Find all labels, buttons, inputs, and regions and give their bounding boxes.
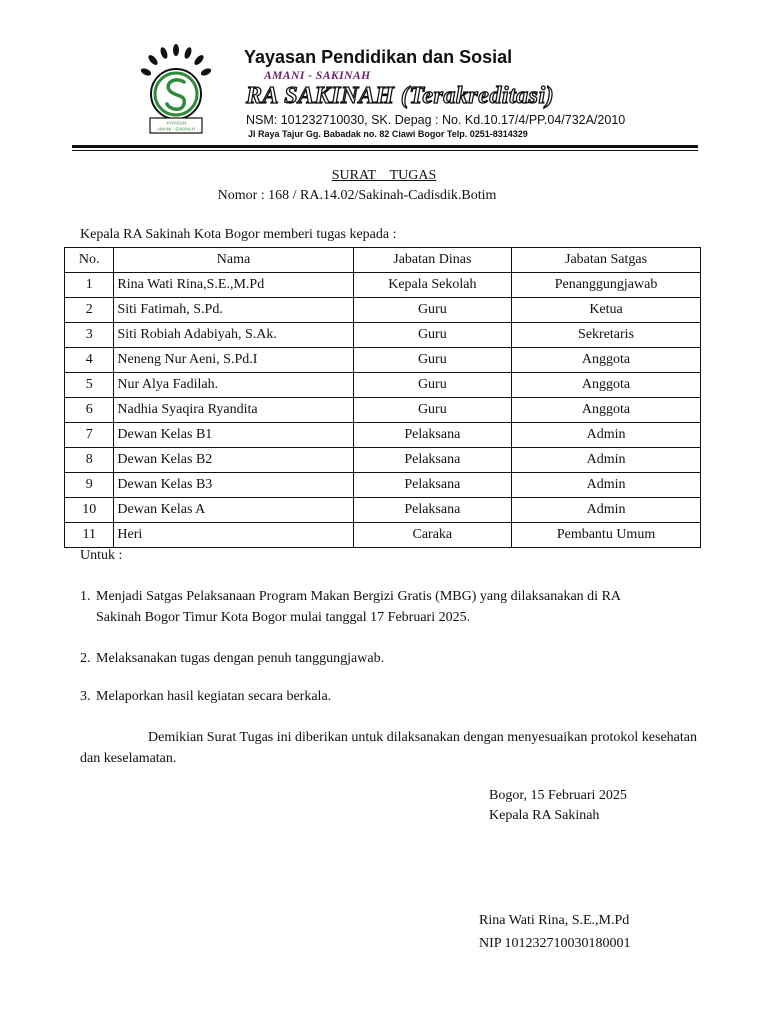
cell-jabatan-dinas: Kepala Sekolah	[353, 273, 511, 298]
table-row	[65, 398, 701, 423]
signature-nip: NIP 101232710030180001	[479, 936, 631, 951]
cell-jabatan-satgas: Admin	[512, 498, 701, 523]
cell-name: Nadhia Syaqira Ryandita	[114, 398, 353, 423]
cell-no: 5	[65, 373, 114, 398]
header-jabatan-dinas: Jabatan Dinas	[353, 248, 511, 273]
document-title: SURAT TUGAS	[331, 168, 437, 183]
cell-name: Dewan Kelas B1	[114, 423, 353, 448]
document-number: Nomor : 168 / RA.14.02/Sakinah-Cadisdik.Botim	[217, 188, 497, 203]
organization-name: Yayasan Pendidikan dan Sosial	[244, 47, 513, 67]
table-row	[65, 373, 701, 398]
cell-jabatan-satgas: Anggota	[512, 373, 701, 398]
cell-jabatan-satgas: Ketua	[512, 298, 701, 323]
cell-jabatan-satgas: Admin	[512, 448, 701, 473]
cell-jabatan-satgas: Admin	[512, 423, 701, 448]
cell-no: 2	[65, 298, 114, 323]
cell-jabatan-dinas: Pelaksana	[353, 423, 511, 448]
cell-jabatan-satgas: Sekretaris	[512, 323, 701, 348]
cell-no: 7	[65, 423, 114, 448]
cell-name: Siti Robiah Adabiyah, S.Ak.	[114, 323, 353, 348]
cell-no: 3	[65, 323, 114, 348]
signature-place-date: Bogor, 15 Februari 2025	[489, 788, 627, 803]
header-jabatan-satgas: Jabatan Satgas	[512, 248, 701, 273]
task-text: Melaporkan hasil kegiatan secara berkala.	[96, 689, 332, 704]
logo-text-bottom: AMANI - SAKINAH	[156, 126, 196, 132]
table-row	[65, 473, 701, 498]
signature-position: Kepala RA Sakinah	[489, 808, 600, 823]
task-text: Melaksanakan tugas dengan penuh tanggungjawab.	[96, 651, 385, 666]
task-point-3	[80, 686, 700, 707]
cell-no: 8	[65, 448, 114, 473]
closing-paragraph: Demikian Surat Tugas ini diberikan untuk dilaksanakan dengan menyesuaikan protokol kesehatan dan keselamatan.	[80, 730, 697, 766]
assignment-table	[64, 247, 701, 548]
address: Jl Raya Tajur Gg. Babadak no. 82 Ciawi Bogor Telp. 0251-8314329	[248, 129, 528, 139]
letterhead-rule-thick	[72, 145, 698, 148]
table-row	[65, 523, 701, 548]
task-text: Menjadi Satgas Pelaksanaan Program Makan Bergizi Gratis (MBG) yang dilaksanakan di RA	[96, 589, 622, 604]
cell-jabatan-satgas: Penanggungjawab	[512, 273, 701, 298]
cell-jabatan-dinas: Guru	[353, 373, 511, 398]
letterhead-rule-thin	[72, 150, 698, 151]
cell-jabatan-dinas: Guru	[353, 398, 511, 423]
cell-no: 6	[65, 398, 114, 423]
logo-text-top: YAYASAN	[165, 120, 187, 126]
task-number: 2.	[80, 651, 91, 666]
cell-name: Nur Alya Fadilah.	[114, 373, 353, 398]
document-title-wrap	[0, 168, 768, 184]
cell-no: 1	[65, 273, 114, 298]
table-row	[65, 423, 701, 448]
table-row	[65, 498, 701, 523]
cell-jabatan-satgas: Pembantu Umum	[512, 523, 701, 548]
task-point-2	[80, 648, 700, 669]
cell-jabatan-dinas: Pelaksana	[353, 448, 511, 473]
cell-name: Dewan Kelas B2	[114, 448, 353, 473]
cell-jabatan-satgas: Admin	[512, 473, 701, 498]
cell-name: Dewan Kelas A	[114, 498, 353, 523]
registration-number: NSM: 101232710030, SK. Depag : No. Kd.10.17/4/PP.04/732A/2010	[246, 113, 626, 127]
table-row	[65, 273, 701, 298]
signature-name: Rina Wati Rina, S.E.,M.Pd	[479, 913, 630, 928]
cell-jabatan-dinas: Guru	[353, 298, 511, 323]
table-row	[65, 323, 701, 348]
table-row	[65, 448, 701, 473]
cell-jabatan-dinas: Guru	[353, 323, 511, 348]
cell-no: 9	[65, 473, 114, 498]
intro-text: Kepala RA Sakinah Kota Bogor memberi tugas kepada :	[80, 227, 397, 242]
cell-name: Heri	[114, 523, 353, 548]
cell-jabatan-dinas: Guru	[353, 348, 511, 373]
cell-name: Neneng Nur Aeni, S.Pd.I	[114, 348, 353, 373]
cell-jabatan-dinas: Caraka	[353, 523, 511, 548]
cell-jabatan-dinas: Pelaksana	[353, 473, 511, 498]
header-no: No.	[65, 248, 114, 273]
cell-jabatan-dinas: Pelaksana	[353, 498, 511, 523]
task-point-1	[80, 586, 700, 628]
cell-no: 10	[65, 498, 114, 523]
table-row	[65, 298, 701, 323]
task-number: 1.	[80, 589, 91, 604]
cell-no: 4	[65, 348, 114, 373]
header-name: Nama	[114, 248, 353, 273]
table-header-row	[65, 248, 701, 273]
letterhead	[0, 0, 768, 160]
cell-no: 11	[65, 523, 114, 548]
table-row	[65, 348, 701, 373]
school-name: RA SAKINAH (Terakreditasi)	[246, 83, 555, 109]
untuk-label: Untuk :	[80, 548, 123, 563]
cell-name: Dewan Kelas B3	[114, 473, 353, 498]
cell-name: Siti Fatimah, S.Pd.	[114, 298, 353, 323]
foundation-logo	[140, 44, 212, 136]
organization-subname: AMANI - SAKINAH	[264, 70, 371, 82]
task-text-continued: Sakinah Bogor Timur Kota Bogor mulai tanggal 17 Februari 2025.	[96, 610, 471, 625]
cell-jabatan-satgas: Anggota	[512, 398, 701, 423]
task-number: 3.	[80, 689, 91, 704]
cell-jabatan-satgas: Anggota	[512, 348, 701, 373]
cell-name: Rina Wati Rina,S.E.,M.Pd	[114, 273, 353, 298]
